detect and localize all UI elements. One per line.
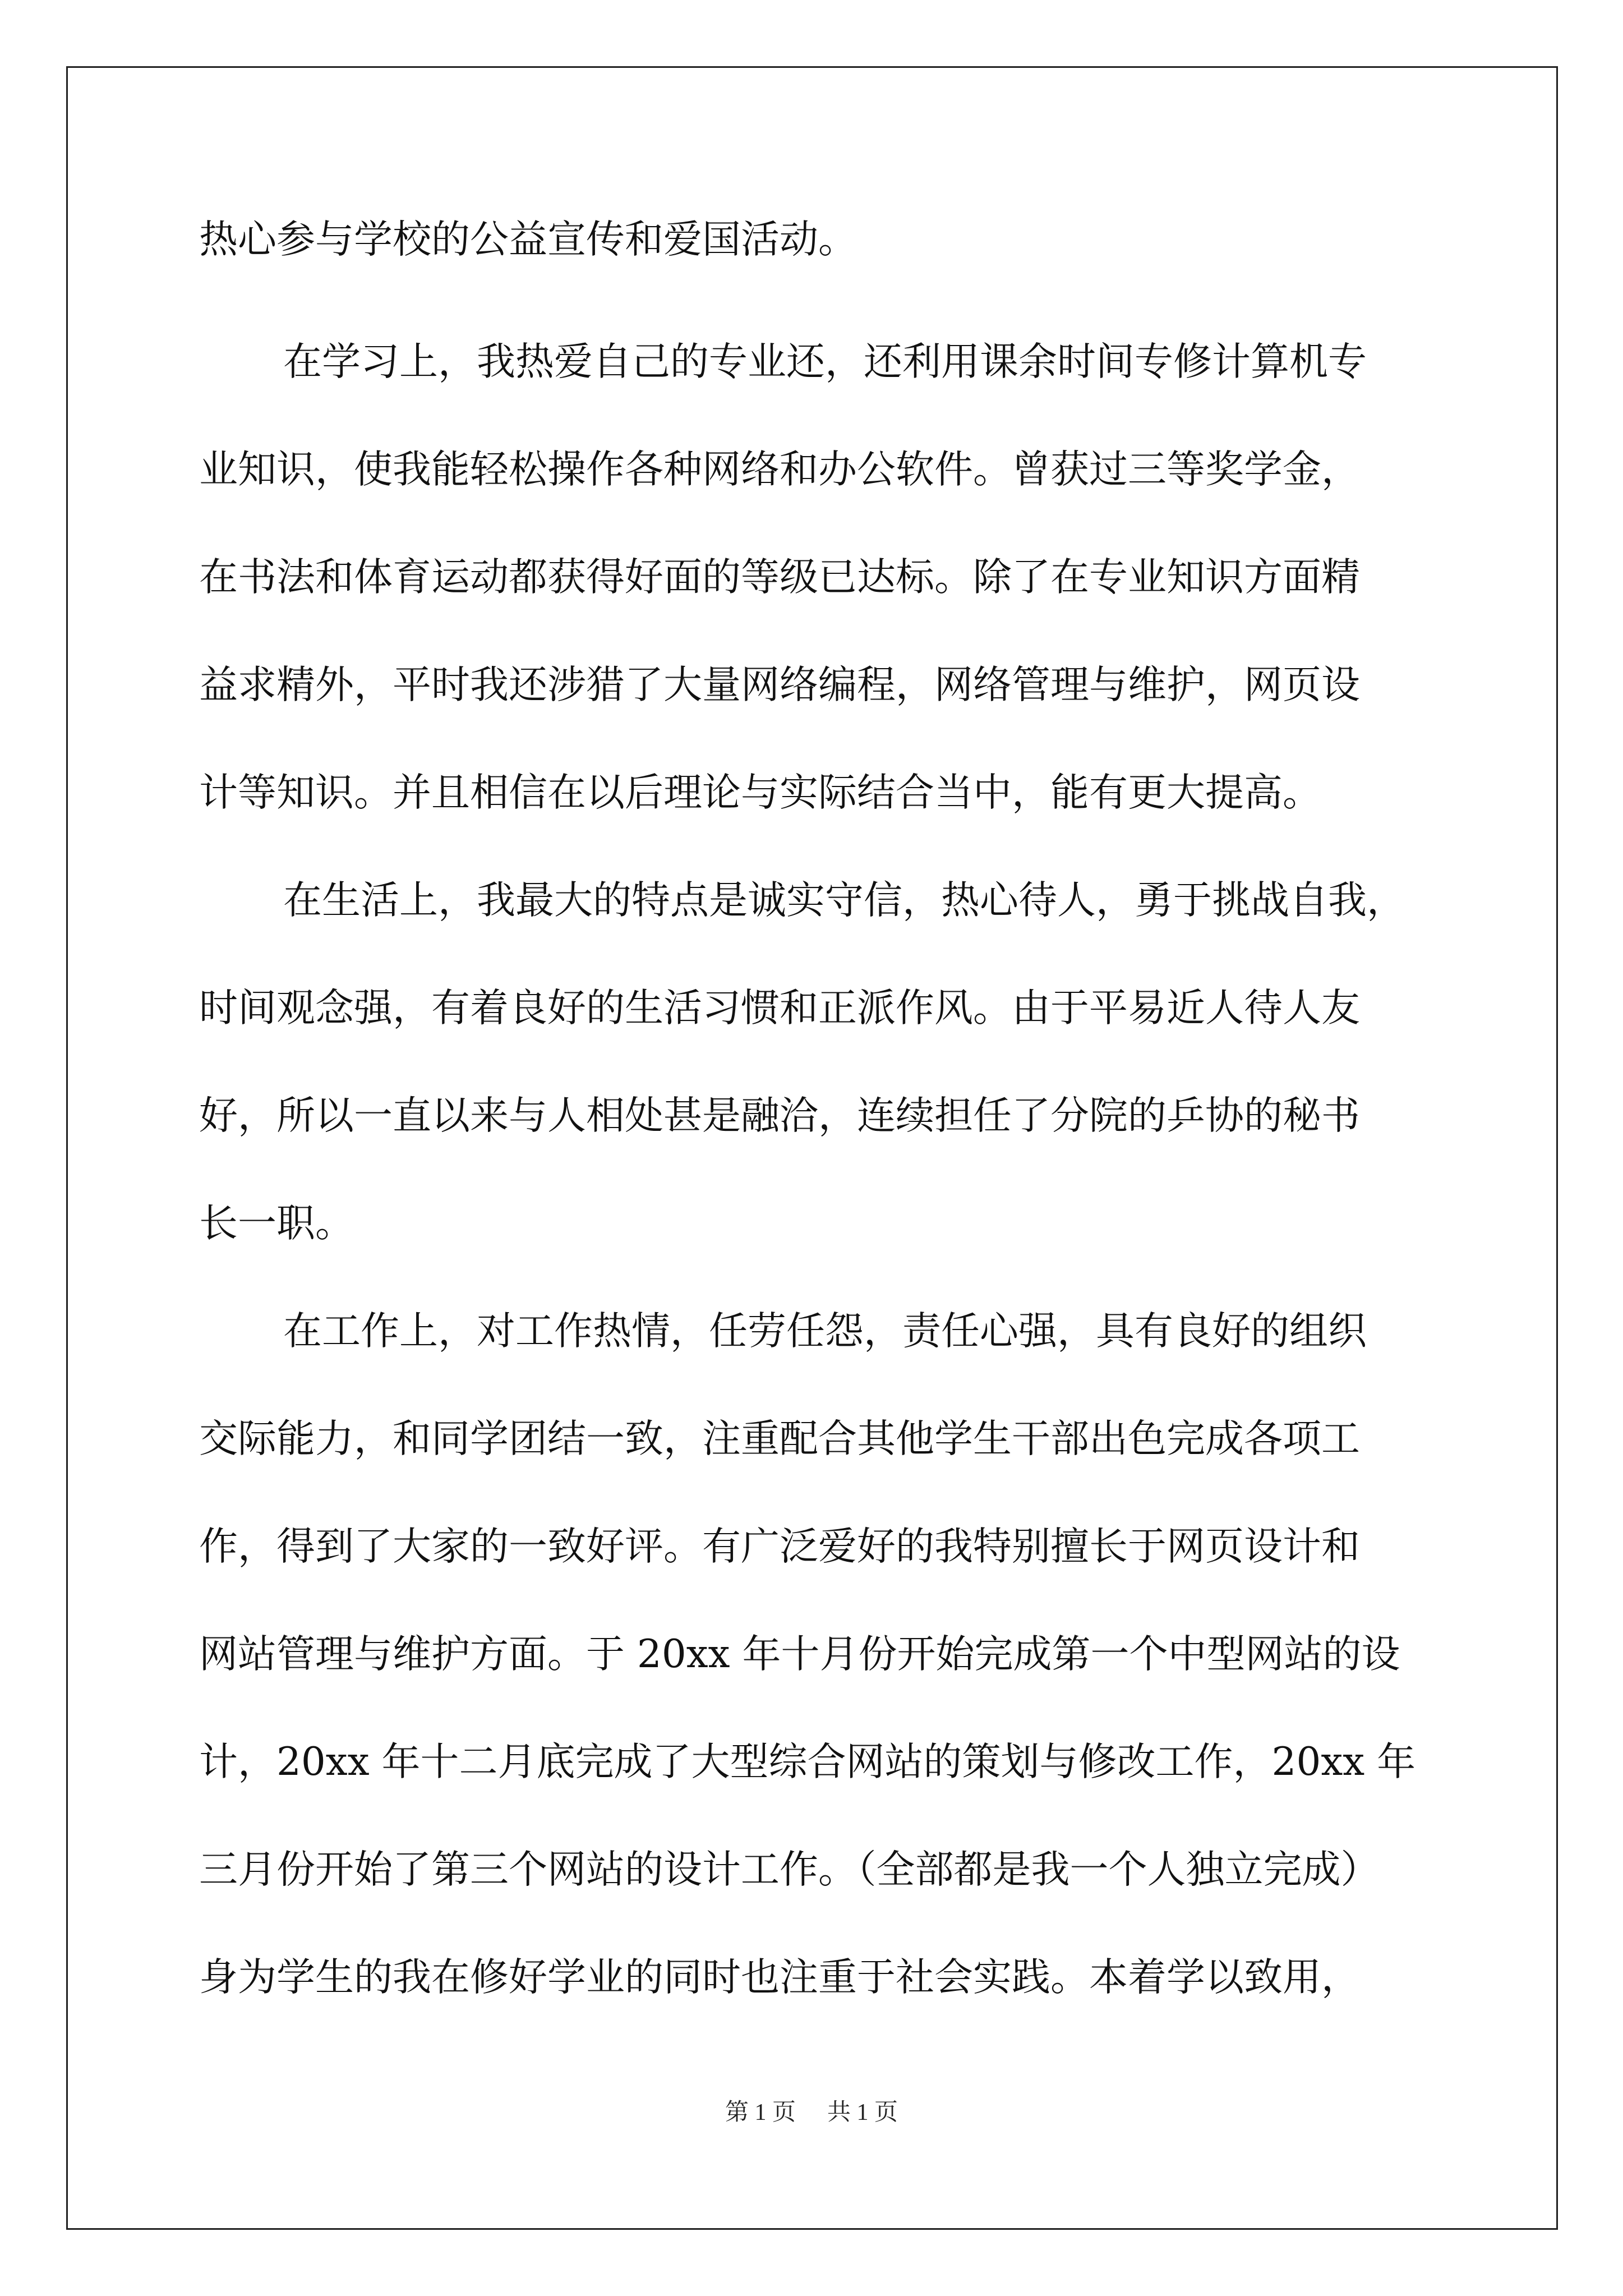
text-line-9: 好，所以一直以来与人相处甚是融洽，连续担任了分院的乒协的秘书	[199, 1093, 1360, 1138]
text-line-16: 三月份开始了第三个网站的设计工作。（全部都是我一个人独立完成）	[199, 1847, 1380, 1892]
text-line-13: 作，得到了大家的一致好评。有广泛爱好的我特别擅长于网页设计和	[199, 1524, 1360, 1569]
text-line-2: 在学习上，我热爱自己的专业还，还利用课余时间专修计算机专	[283, 339, 1367, 384]
text-line-3: 业知识，使我能轻松操作各种网络和办公软件。曾获过三等奖学金，	[199, 447, 1360, 492]
text-line-12: 交际能力，和同学团结一致，注重配合其他学生干部出色完成各项工	[199, 1416, 1360, 1461]
page-number-total: 共 1 页	[827, 2100, 898, 2125]
text-line-14: 网站管理与维护方面。于 20xx 年十月份开始完成第一个中型网站的设	[199, 1632, 1400, 1677]
text-line-10: 长一职。	[199, 1201, 354, 1246]
text-line-11: 在工作上，对工作热情，任劳任怨，责任心强，具有良好的组织	[283, 1309, 1367, 1354]
text-line-5: 益求精外，平时我还涉猎了大量网络编程，网络管理与维护，网页设	[199, 662, 1360, 707]
text-line-8: 时间观念强，有着良好的生活习惯和正派作风。由于平易近人待人友	[199, 986, 1360, 1030]
page-footer	[0, 2093, 1623, 2127]
text-line-7: 在生活上，我最大的特点是诚实守信，热心待人，勇于挑战自我，	[283, 878, 1405, 923]
text-line-4: 在书法和体育运动都获得好面的等级已达标。除了在专业知识方面精	[199, 555, 1360, 600]
text-line-6: 计等知识。并且相信在以后理论与实际结合当中，能有更大提高。	[199, 770, 1321, 815]
page-border	[66, 66, 1558, 2230]
page-number-current: 第 1 页	[725, 2100, 796, 2125]
text-line-1: 热心参与学校的公益宣传和爱国活动。	[199, 217, 857, 262]
text-line-15: 计，20xx 年十二月底完成了大型综合网站的策划与修改工作，20xx 年	[199, 1740, 1416, 1784]
text-line-17: 身为学生的我在修好学业的同时也注重于社会实践。本着学以致用，	[199, 1955, 1360, 2000]
